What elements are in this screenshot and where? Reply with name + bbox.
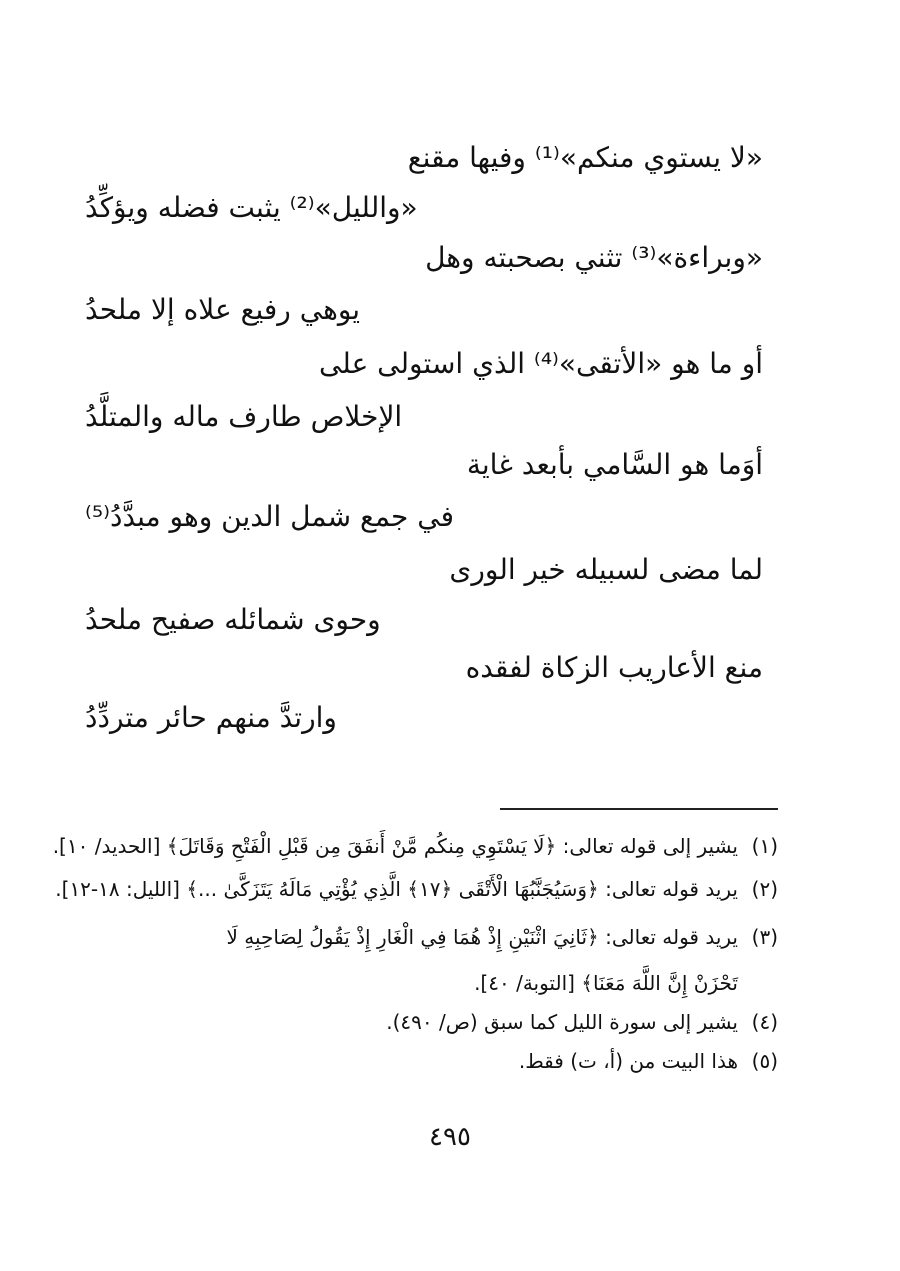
verse-line-1: «لا يستوي منكم»⁽¹⁾ وفيها مقنع [407, 141, 763, 174]
footnote-5 [98, 1044, 778, 1078]
footnote-text: تَحْزَنْ إِنَّ اللَّهَ مَعَنَا﴾ [التوبة/ ٤٠]. [474, 971, 738, 995]
verse-line-4: يوهي رفيع علاه إلا ملحدُ [85, 293, 361, 326]
footnote-4 [98, 1005, 778, 1039]
verse-line-7: أوَما هو السَّامي بأبعد غاية [466, 448, 763, 481]
footnote-number: (١) [751, 834, 778, 858]
footnote-3-continued [98, 966, 778, 1000]
footnote-text: يشير إلى سورة الليل كما سبق (ص/ ٤٩٠). [386, 1010, 738, 1034]
verse-line-6: الإخلاص طارف ماله والمتلَّدُ [85, 400, 403, 433]
footnote-text: يريد قوله تعالى: ﴿ثَانِيَ اثْنَيْنِ إِذْ هُمَا فِي الْغَارِ إِذْ يَقُولُ لِصَاحِبِهِ لَا [226, 925, 738, 949]
footnote-number: (٢) [751, 877, 778, 901]
footnote-1 [52, 829, 778, 863]
verse-line-3: «وبراءة»⁽³⁾ تثني بصحبته وهل [425, 241, 763, 274]
footnote-text: يريد قوله تعالى: ﴿وَسَيُجَنَّبُهَا الْأَتْقَى ﴿١٧﴾ الَّذِي يُؤْتِي مَالَهُ يَتَزَكَّىٰ ...﴾ [الليل: ١٨-١٢]. [55, 877, 738, 901]
footnote-2 [55, 872, 778, 906]
footnote-separator [500, 808, 778, 810]
verse-line-12: وارتدَّ منهم حائر متردِّدُ [85, 701, 337, 734]
footnote-3 [98, 920, 778, 954]
verse-line-10: وحوى شمائله صفيح ملحدُ [85, 603, 381, 636]
footnote-number: (٣) [751, 925, 778, 949]
verse-line-5: أو ما هو «الأتقى»⁽⁴⁾ الذي استولى على [318, 347, 763, 380]
footnote-text: يشير إلى قوله تعالى: ﴿لَا يَسْتَوِي مِنكُم مَّنْ أَنفَقَ مِن قَبْلِ الْفَتْحِ وَقَاتَلَ﴾ [الحديد/ ١٠]. [52, 834, 738, 858]
verse-line-11: منع الأعاريب الزكاة لفقده [465, 651, 763, 684]
verse-line-8: في جمع شمل الدين وهو مبدَّدُ⁽⁵⁾ [85, 500, 454, 533]
page-number: ٤٩٥ [429, 1122, 471, 1152]
verse-line-9: لما مضى لسبيله خير الورى [449, 553, 763, 586]
footnote-number: (٤) [751, 1010, 778, 1034]
verse-line-2: «والليل»⁽²⁾ يثبت فضله ويؤكِّدُ [85, 191, 418, 224]
footnote-text: هذا البيت من (أ، ت) فقط. [518, 1049, 738, 1073]
footnote-number: (٥) [751, 1049, 778, 1073]
